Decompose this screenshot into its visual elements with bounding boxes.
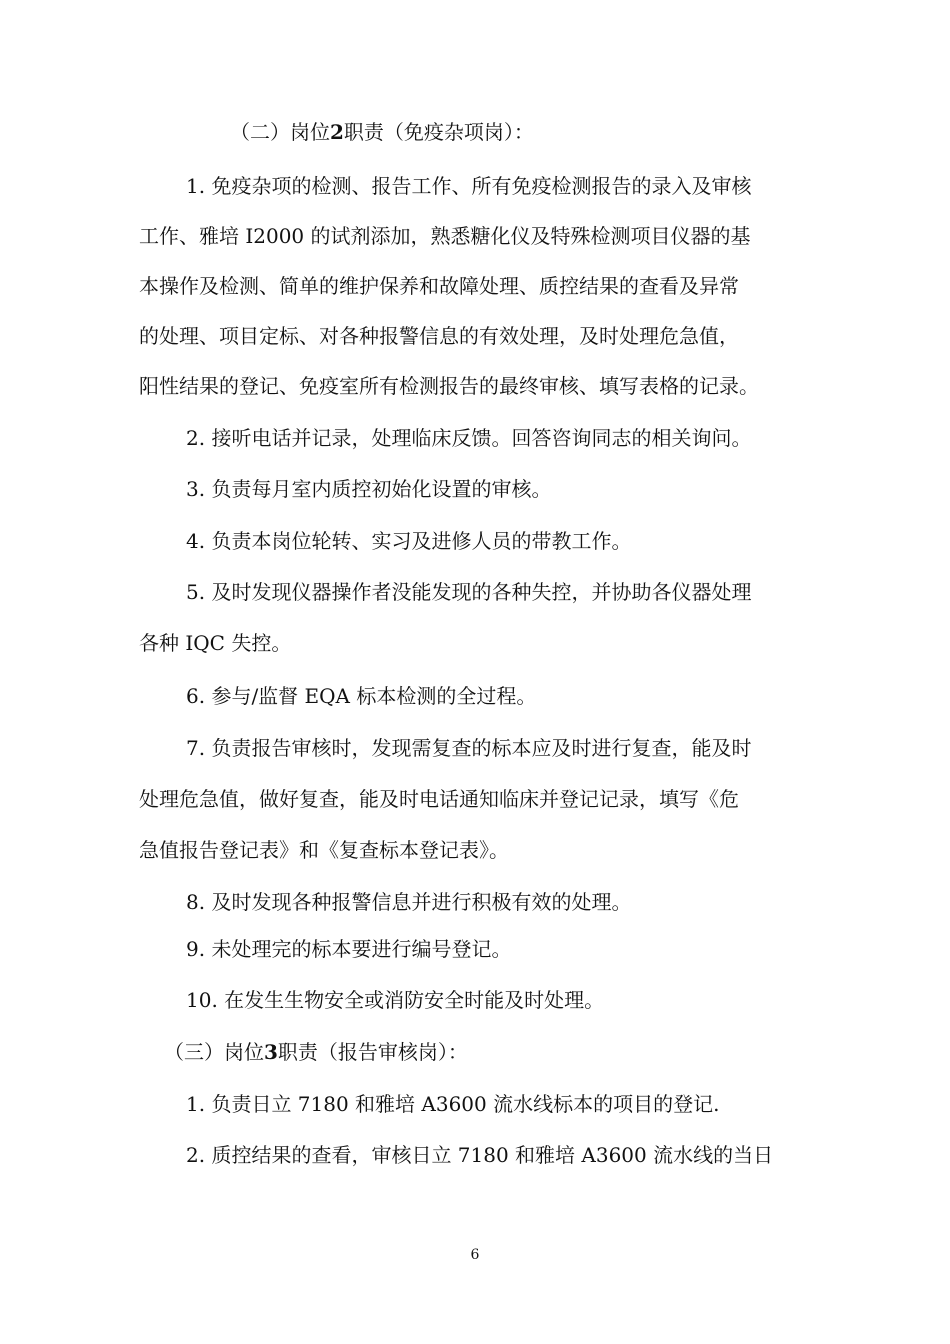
page-number: 6: [470, 1247, 480, 1263]
section-3-heading: [0, 1038, 950, 1066]
section-2-item-1-line-3: 本操作及检测、简单的维护保养和故障处理、质控结果的查看及异常: [139, 274, 739, 298]
section-2-item-5-line-1: 5. 及时发现仪器操作者没能发现的各种失控，并协助各仪器处理: [186, 580, 752, 604]
section-2-item-7-line-3: 急值报告登记表》和《复查标本登记表》。: [139, 838, 509, 862]
section-2-heading-number: 2: [330, 120, 344, 144]
section-2-item-6: 6. 参与/监督 EQA 标本检测的全过程。: [186, 684, 537, 708]
section-2-item-1-line-4: 的处理、项目定标、对各种报警信息的有效处理，及时处理危急值，: [139, 324, 739, 348]
section-3-item-1: 1. 负责日立 7180 和雅培 A3600 流水线标本的项目的登记.: [186, 1092, 720, 1116]
section-2-item-1-line-1: 1. 免疫杂项的检测、报告工作、所有免疫检测报告的录入及审核: [186, 174, 752, 198]
section-2-item-5-line-2: 各种 IQC 失控。: [139, 631, 292, 655]
section-2-item-3: 3. 负责每月室内质控初始化设置的审核。: [186, 477, 552, 501]
section-2-item-1-line-5: 阳性结果的登记、免疫室所有检测报告的最终审核、填写表格的记录。: [139, 374, 759, 398]
section-2-item-7-line-2: 处理危急值，做好复查，能及时电话通知临床并登记记录，填写《危: [139, 787, 739, 811]
section-2-item-9: 9. 未处理完的标本要进行编号登记。: [186, 937, 512, 961]
section-2-item-1-line-2: 工作、雅培 I2000 的试剂添加，熟悉糖化仪及特殊检测项目仪器的基: [139, 224, 751, 248]
section-2-heading: [0, 118, 950, 146]
section-3-heading-number: 3: [264, 1040, 278, 1064]
section-3-heading-suffix: 职责（报告审核岗）：: [277, 1040, 468, 1064]
section-2-heading-suffix: 职责（免疫杂项岗）：: [343, 120, 534, 144]
section-2-item-2: 2. 接听电话并记录，处理临床反馈。回答咨询同志的相关询问。: [186, 426, 752, 450]
section-2-item-10: 10. 在发生生物安全或消防安全时能及时处理。: [186, 988, 605, 1012]
section-2-item-4: 4. 负责本岗位轮转、实习及进修人员的带教工作。: [186, 529, 632, 553]
section-3-item-2: 2. 质控结果的查看，审核日立 7180 和雅培 A3600 流水线的当日: [186, 1143, 774, 1167]
section-2-item-8: 8. 及时发现各种报警信息并进行积极有效的处理。: [186, 890, 632, 914]
section-3-heading-prefix: （三）岗位: [164, 1040, 264, 1064]
section-2-heading-prefix: （二）岗位: [230, 120, 330, 144]
section-2-item-7-line-1: 7. 负责报告审核时，发现需复查的标本应及时进行复查，能及时: [186, 736, 752, 760]
